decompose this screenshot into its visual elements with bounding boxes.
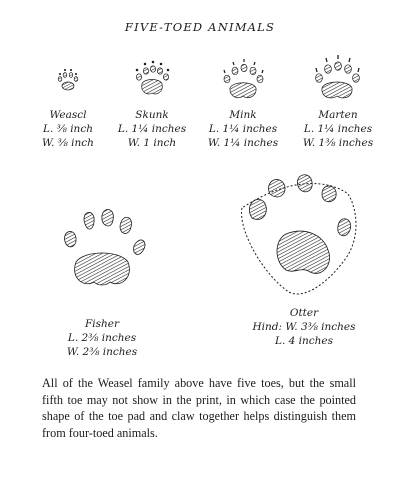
otter-track-icon xyxy=(242,175,356,294)
animal-length: L. 1¼ inches xyxy=(208,123,278,135)
animal-name: Otter xyxy=(289,307,319,319)
animal-name: Mink xyxy=(229,109,257,121)
fisher-caption xyxy=(52,317,152,359)
page-title: FIVE-TOED ANIMALS xyxy=(124,20,276,34)
animal-length: L. 1¼ inches xyxy=(303,123,373,135)
marten-track-icon xyxy=(316,55,360,98)
body-paragraph: All of the Weasel family above have five toes, but the small fifth toe may not show in the print, in which case the pointed shape of the toe pad and claw together helps distinguish them from four-toed animals. xyxy=(42,376,356,440)
animal-name: Weascl xyxy=(49,109,87,121)
skunk-caption xyxy=(107,108,197,150)
animal-width: W. ⅜ inch xyxy=(42,137,94,149)
animal-name: Marten xyxy=(318,109,358,121)
fisher-track-icon xyxy=(65,210,145,286)
animal-width: W. 1⅜ inches xyxy=(302,137,374,149)
weasel-track-icon xyxy=(58,69,78,90)
animal-length: L. 1¼ inches xyxy=(117,123,187,135)
mink-track-icon xyxy=(224,59,263,98)
weasel-caption xyxy=(28,108,108,150)
animal-name: Fisher xyxy=(84,318,120,330)
animal-width: W. 2⅜ inches xyxy=(66,346,138,358)
marten-caption xyxy=(290,108,386,150)
animal-width: W. 1 inch xyxy=(127,137,177,149)
animal-width: W. 1¼ inches xyxy=(207,137,279,149)
skunk-track-icon xyxy=(136,61,169,94)
animal-name: Skunk xyxy=(135,109,169,121)
animal-length: L. ⅜ inch xyxy=(43,123,93,135)
animal-width: Hind: W. 3⅜ inches xyxy=(252,321,356,333)
animal-length: L. 4 inches xyxy=(274,335,334,347)
mink-caption xyxy=(197,108,289,150)
otter-caption xyxy=(242,306,366,348)
animal-length: L. 2⅜ inches xyxy=(67,332,137,344)
